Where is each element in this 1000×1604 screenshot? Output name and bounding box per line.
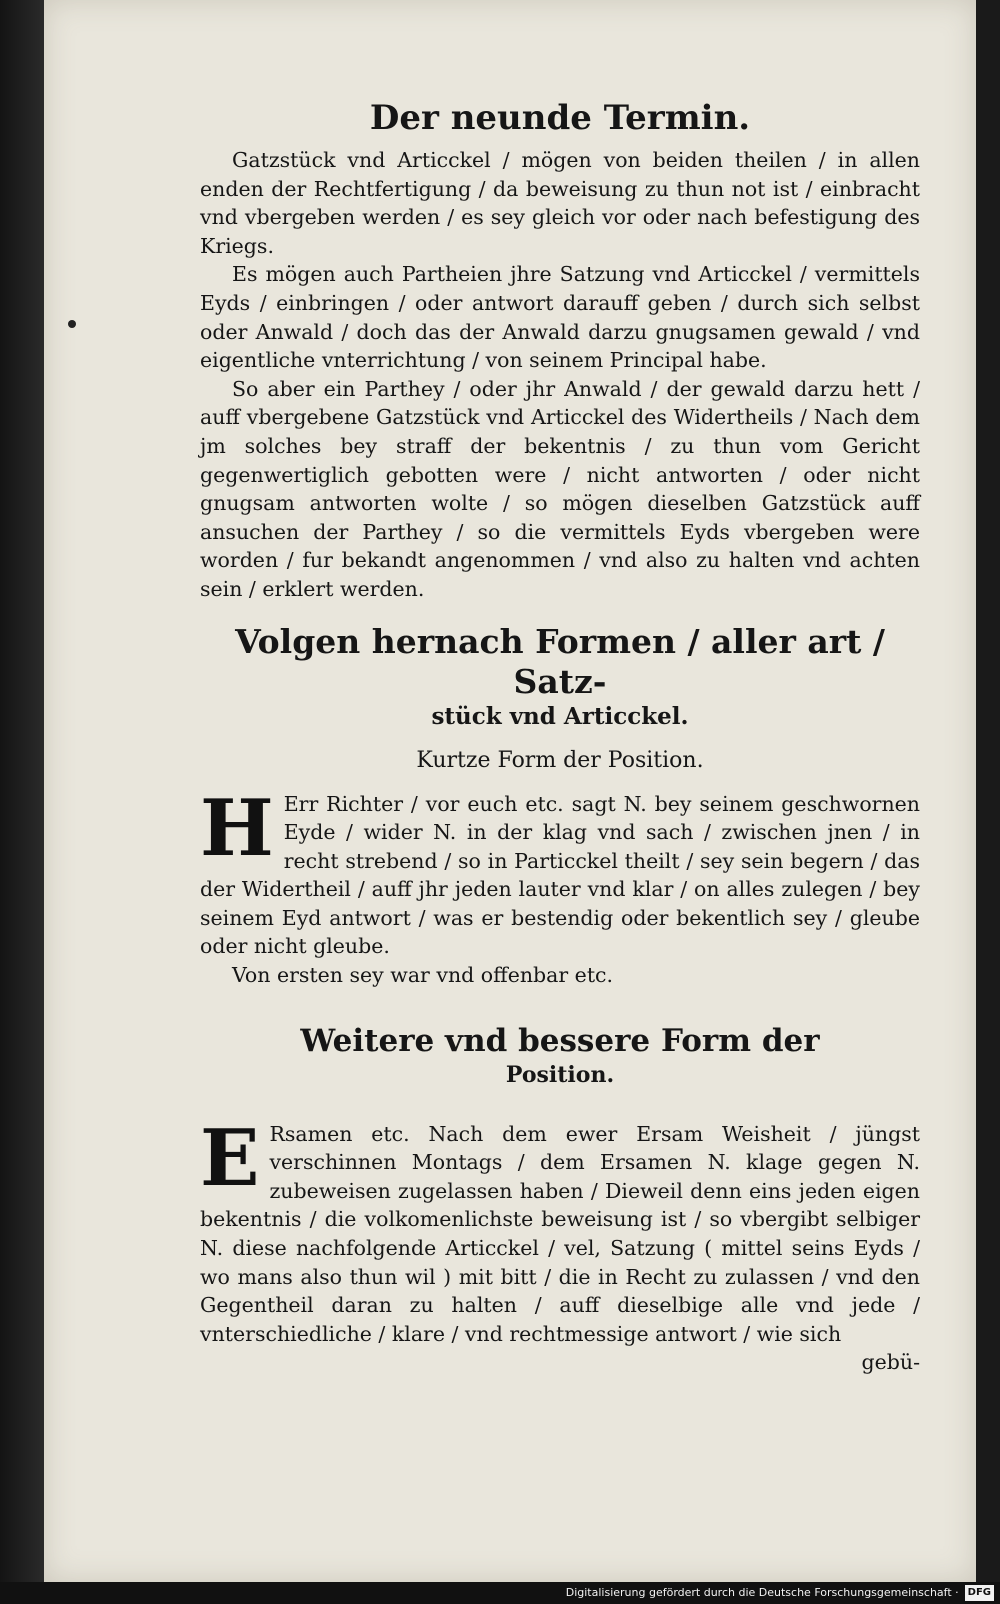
heading-weitere-sub: Position. — [505, 1061, 615, 1088]
heading-volgen: Volgen hernach Formen / aller art / Satz- — [235, 621, 885, 701]
heading-termin: Der neunde Termin. — [369, 98, 751, 138]
dfg-logo: DFG — [965, 1585, 994, 1601]
paragraph-5: Von ersten sey war vnd offenbar etc. — [232, 963, 614, 988]
paragraph-2: Es mögen auch Partheien jhre Satzung vnd Articckel / vermittels Eyds / einbringen / oder antwort darauff geben / durch sich selbst oder Anwald / doch das der Anwald darzu gnugsamen gewald / vnd eigentliche vnterrichtung / von seinem Principal habe. — [200, 262, 920, 373]
heading-kurtze-form: Kurtze Form der Position. — [416, 747, 704, 773]
paragraph-1: Gatzstück vnd Articckel / mögen von beiden theilen / in allen enden der Rechtfertigung / da beweisung zu thun not ist / einbracht vnd vbergeben werden / es sey gleich vor oder nach befestigung des Kriegs. — [200, 148, 920, 258]
catchword: gebü- — [861, 1350, 920, 1375]
drop-initial-h: H — [200, 782, 274, 874]
position-block-1 — [200, 782, 920, 962]
drop-initial-e: E — [200, 1112, 260, 1204]
paragraph-4: Err Richter / vor euch etc. sagt N. bey seinem geschwornen Eyde / wider N. in der klag vnd sach / zwischen jnen / in recht strebend / so in Particckel theilt / sey sein begern / das der Widertheil / auff jhr jeden lauter vnd klar / on alles zulegen / bey seinem Eyd antwort / was er bestendig oder bekentlich sey / gleube oder nicht gleube. — [200, 791, 920, 959]
paragraph-3: So aber ein Parthey / oder jhr Anwald / der gewald darzu hett / auff vbergebene Gatzstück vnd Articckel des Widertheils / Nach dem jm solches bey straff der bekentnis / zu thun vom Gericht gegenwertiglich gebotten were / nicht antworten / oder nicht gnugsam antworten wolte / so mögen dieselben Gatzstück auff ansuchen der Parthey / so die vermittels Eyds vbergeben were worden / fur bekandt angenommen / vnd also zu halten vnd achten sein / erklert werden. — [200, 376, 920, 601]
heading-weitere: Weitere vnd bessere Form der — [300, 1022, 820, 1059]
ink-spot — [68, 320, 76, 328]
footer-text: Digitalisierung gefördert durch die Deutsche Forschungsgemeinschaft · — [565, 1586, 959, 1599]
heading-volgen-sub: stück vnd Articckel. — [431, 702, 689, 730]
book-spine — [0, 0, 44, 1582]
paragraph-6: Rsamen etc. Nach dem ewer Ersam Weisheit / jüngst verschinnen Montags / dem Ersamen N. klage gegen N. zubeweisen zugelassen haben / Dieweil denn eins jeden eigen bekentnis / die volkomenlichste beweisung ist / so vbergibt selbiger N. diese nachfolgende Articckel / vel, Satzung ( mittel seins Eyds / wo mans also thun wil ) mit bitt / die in Recht zu zulassen / vnd den Gegentheil daran zu halten / auff dieselbige alle vnd jede / vnterschiedliche / klare / vnd rechtmessige antwort / wie sich — [200, 1121, 920, 1346]
position-block-2 — [200, 1112, 920, 1349]
page-content — [200, 96, 920, 1376]
digitization-footer — [0, 1582, 1000, 1604]
